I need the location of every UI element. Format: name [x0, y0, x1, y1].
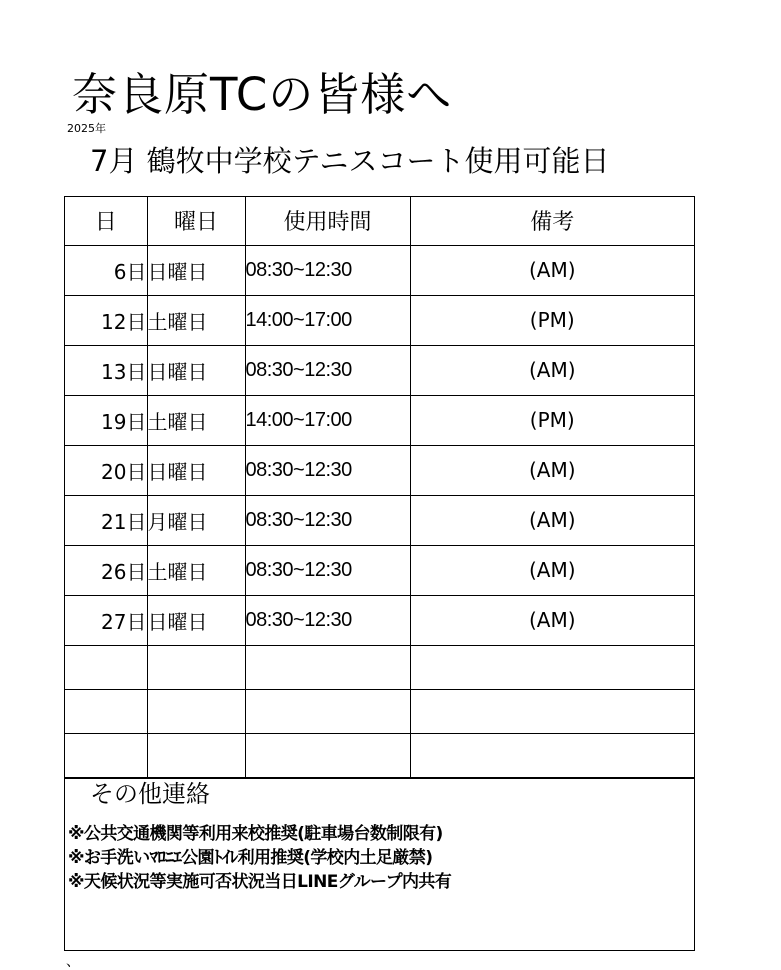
notes-heading: その他連絡 [90, 780, 210, 808]
time-cell: 14:00~17:00 [245, 295, 410, 345]
table-header-row [65, 197, 694, 245]
note-cell: (PM) [410, 295, 694, 345]
table-row [65, 595, 694, 645]
day-cell: 20日 [65, 445, 147, 495]
column-header-weekday: 曜日 [147, 197, 245, 245]
day-cell [65, 645, 147, 689]
column-header-time: 使用時間 [245, 197, 410, 245]
time-cell [245, 689, 410, 733]
table-row [65, 295, 694, 345]
column-header-day: 日 [65, 197, 147, 245]
weekday-cell [147, 733, 245, 777]
note-cell [410, 645, 694, 689]
time-cell: 08:30~12:30 [245, 345, 410, 395]
weekday-cell: 土曜日 [147, 295, 245, 345]
time-cell: 08:30~12:30 [245, 445, 410, 495]
weekday-cell: 日曜日 [147, 345, 245, 395]
note-cell: (AM) [410, 245, 694, 295]
day-cell: 12日 [65, 295, 147, 345]
table-row [65, 245, 694, 295]
day-cell: 21日 [65, 495, 147, 545]
weekday-cell: 土曜日 [147, 545, 245, 595]
table-row [65, 395, 694, 445]
time-cell [245, 645, 410, 689]
notes-section [65, 778, 694, 950]
note-cell: (AM) [410, 345, 694, 395]
schedule-box [64, 196, 695, 951]
time-cell: 08:30~12:30 [245, 245, 410, 295]
schedule-table [65, 197, 694, 778]
page-title: 奈良原TCの皆様へ [72, 68, 453, 121]
time-cell: 08:30~12:30 [245, 495, 410, 545]
table-row [65, 645, 694, 689]
day-cell [65, 733, 147, 777]
footer-mark: 、 [66, 954, 80, 970]
note-cell: (AM) [410, 595, 694, 645]
day-cell: 19日 [65, 395, 147, 445]
day-cell: 13日 [65, 345, 147, 395]
day-cell [65, 689, 147, 733]
weekday-cell: 月曜日 [147, 495, 245, 545]
notes-list [68, 822, 451, 894]
day-cell: 6日 [65, 245, 147, 295]
weekday-cell [147, 689, 245, 733]
page-subtitle: 7月 鶴牧中学校テニスコート使用可能日 [90, 144, 610, 178]
time-cell: 08:30~12:30 [245, 545, 410, 595]
time-cell: 14:00~17:00 [245, 395, 410, 445]
weekday-cell [147, 645, 245, 689]
note-cell [410, 733, 694, 777]
year-label: 2025年 [67, 122, 106, 135]
day-cell: 27日 [65, 595, 147, 645]
note-cell: (AM) [410, 545, 694, 595]
note-cell: (PM) [410, 395, 694, 445]
weekday-cell: 日曜日 [147, 245, 245, 295]
column-header-note: 備考 [410, 197, 694, 245]
table-row [65, 545, 694, 595]
time-cell [245, 733, 410, 777]
note-item: ※天候状況等実施可否状況当日LINEグループ内共有 [68, 872, 452, 892]
table-row [65, 733, 694, 777]
weekday-cell: 日曜日 [147, 445, 245, 495]
weekday-cell: 土曜日 [147, 395, 245, 445]
note-cell: (AM) [410, 495, 694, 545]
note-cell [410, 689, 694, 733]
table-row [65, 445, 694, 495]
time-cell: 08:30~12:30 [245, 595, 410, 645]
table-row [65, 345, 694, 395]
note-cell: (AM) [410, 445, 694, 495]
note-item: ※お手洗いﾏﾛﾆｴ公園ﾄｲﾚ利用推奨(学校内土足厳禁) [68, 848, 433, 868]
weekday-cell: 日曜日 [147, 595, 245, 645]
note-item: ※公共交通機関等利用来校推奨(駐車場台数制限有) [68, 824, 443, 844]
table-row [65, 689, 694, 733]
table-row [65, 495, 694, 545]
day-cell: 26日 [65, 545, 147, 595]
